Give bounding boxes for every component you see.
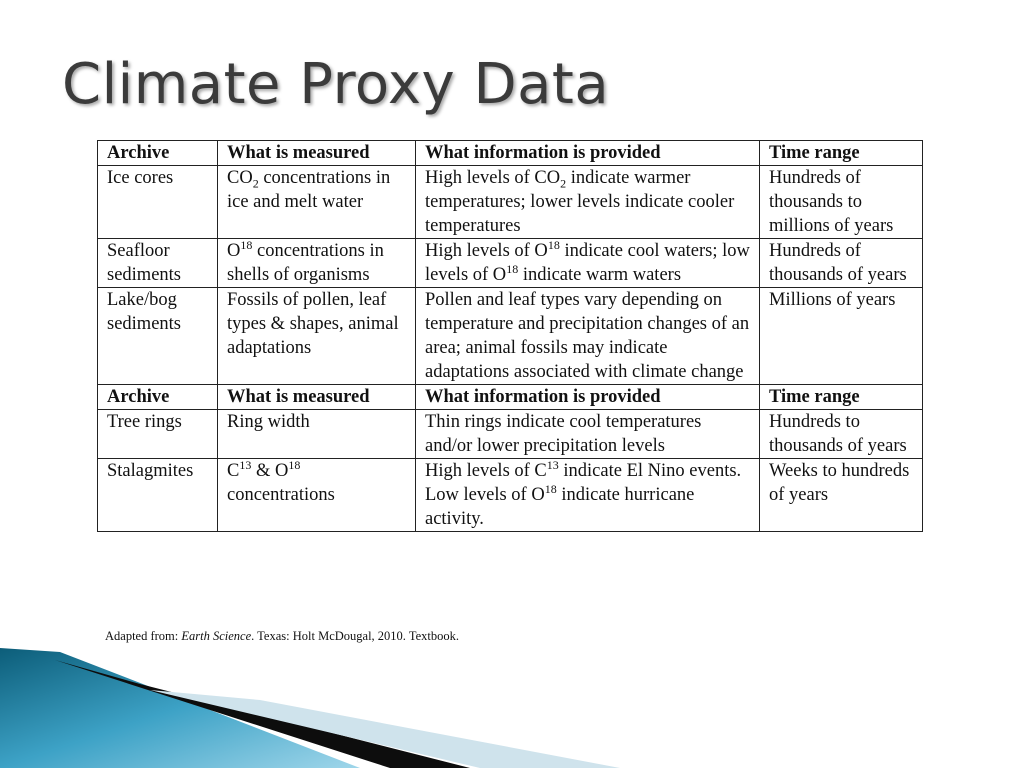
cell-archive: Lake/bog sediments bbox=[98, 288, 218, 385]
table-row bbox=[98, 459, 923, 532]
header-info: What information is provided bbox=[416, 385, 760, 410]
cell-info: High levels of $C^{13}$ indicate El Nino events. Low levels of $O^{18}$ indicate hurricane activity. bbox=[416, 459, 760, 532]
cell-measured: $C^{13}$ & $O^{18}$ concentrations bbox=[218, 459, 416, 532]
cell-measured: Fossils of pollen, leaf types & shapes, animal adaptations bbox=[218, 288, 416, 385]
cell-measured: $O^{18}$ concentrations in shells of organisms bbox=[218, 239, 416, 288]
cell-info: High levels of $O^{18}$ indicate cool waters; low levels of $O^{18}$ indicate warm waters bbox=[416, 239, 760, 288]
table-row bbox=[98, 410, 923, 459]
cell-measured: $CO_2$ concentrations in ice and melt water bbox=[218, 166, 416, 239]
header-measured: What is measured bbox=[218, 141, 416, 166]
table-row bbox=[98, 288, 923, 385]
slide-title: Climate Proxy Data bbox=[62, 52, 610, 117]
cell-time-range: Hundreds to thousands of years bbox=[760, 410, 923, 459]
cell-measured: Ring width bbox=[218, 410, 416, 459]
caption-suffix: . Texas: Holt McDougal, 2010. Textbook. bbox=[251, 629, 459, 643]
cell-archive: Tree rings bbox=[98, 410, 218, 459]
table-header-row bbox=[98, 385, 923, 410]
cell-time-range: Weeks to hundreds of years bbox=[760, 459, 923, 532]
climate-proxy-table bbox=[97, 140, 923, 532]
cell-time-range: Millions of years bbox=[760, 288, 923, 385]
caption-prefix: Adapted from: bbox=[105, 629, 179, 643]
cell-time-range: Hundreds of thousands of years bbox=[760, 239, 923, 288]
header-time-range: Time range bbox=[760, 141, 923, 166]
cell-archive: Stalagmites bbox=[98, 459, 218, 532]
header-info: What information is provided bbox=[416, 141, 760, 166]
header-time-range: Time range bbox=[760, 385, 923, 410]
caption-book-title: Earth Science bbox=[181, 629, 252, 643]
cell-info: Pollen and leaf types vary depending on temperature and precipitation changes of an area; animal fossils may indicate adaptations associated with climate change bbox=[416, 288, 760, 385]
cell-archive: Seafloor sediments bbox=[98, 239, 218, 288]
header-measured: What is measured bbox=[218, 385, 416, 410]
cell-info: Thin rings indicate cool temperatures and/or lower precipitation levels bbox=[416, 410, 760, 459]
cell-time-range: Hundreds of thousands to millions of years bbox=[760, 166, 923, 239]
table-header-row bbox=[98, 141, 923, 166]
table-row bbox=[98, 239, 923, 288]
table-row bbox=[98, 166, 923, 239]
cell-info: High levels of $CO_2$ indicate warmer temperatures; lower levels indicate cooler temperatures bbox=[416, 166, 760, 239]
header-archive: Archive bbox=[98, 385, 218, 410]
cell-archive: Ice cores bbox=[98, 166, 218, 239]
source-caption bbox=[105, 629, 459, 644]
header-archive: Archive bbox=[98, 141, 218, 166]
